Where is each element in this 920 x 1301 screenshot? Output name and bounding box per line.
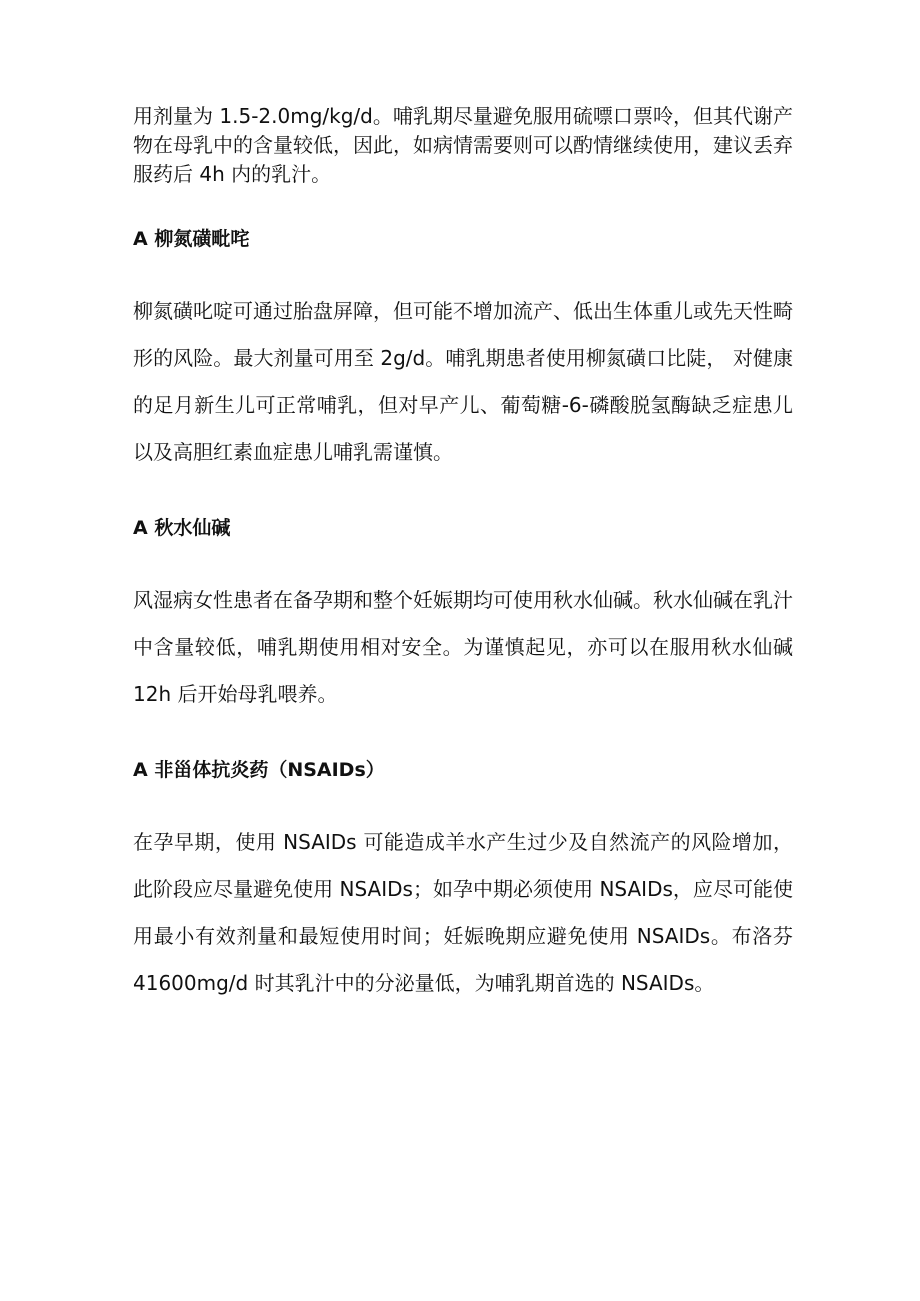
spacer — [133, 784, 793, 819]
paragraph-azathioprine-dosage: 用剂量为 1.5-2.0mg/kg/d。哺乳期尽量避免服用硫嘌口票呤，但其代谢产物在母乳中的含量较低，因此，如病情需要则可以酌情继续使用，建议丢弃服药后 4h 内的乳汁。 — [133, 104, 793, 186]
heading-colchicine: A 秋水仙碱 — [133, 517, 231, 539]
heading-sulfasalazine: A 柳氮磺毗咤 — [133, 228, 250, 250]
heading-nsaids: A 非甾体抗炎药（NSAIDs） — [133, 759, 385, 781]
paragraph-sulfasalazine: 柳氮磺叱啶可通过胎盘屏障，但可能不增加流产、低出生体重儿或先天性畸形的风险。最大剂量可用至 2g/d。哺乳期患者使用柳氮磺口比陡， 对健康的足月新生儿可正常哺乳，但对早产儿、葡萄糖-6-磷酸脱氢酶缺乏症患儿以及高胆红素血症患儿哺乳需谨慎。 — [133, 299, 793, 464]
paragraph-nsaids: 在孕早期，使用 NSAIDs 可能造成羊水产生过少及自然流产的风险增加，此阶段应尽量避免使用 NSAIDs；如孕中期必须使用 NSAIDs，应尽可能使用最小有效剂量和最短使用时间；妊娠晚期应避免使用 NSAIDs。布洛芬41600mg/d 时其乳汁中的分泌量低，为哺乳期首选的 NSAIDs。 — [133, 830, 793, 995]
document-body — [133, 102, 793, 1007]
spacer — [133, 189, 793, 225]
spacer — [133, 718, 793, 756]
spacer — [133, 542, 793, 577]
paragraph-colchicine: 风湿病女性患者在备孕期和整个妊娠期均可使用秋水仙碱。秋水仙碱在乳汁中含量较低，哺乳期使用相对安全。为谨慎起见，亦可以在服用秋水仙碱 12h 后开始母乳喂养。 — [133, 588, 793, 706]
spacer — [133, 476, 793, 514]
spacer — [133, 253, 793, 288]
